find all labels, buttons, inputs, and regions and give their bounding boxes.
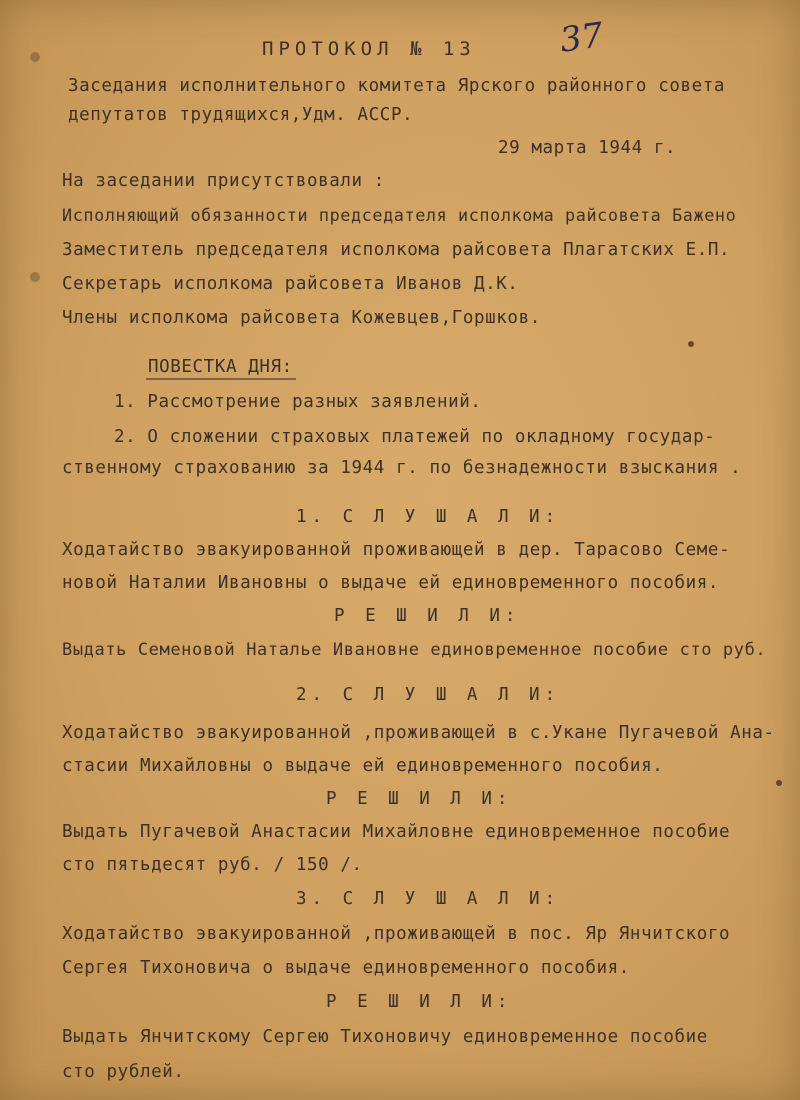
decided-heading: Р Е Ш И Л И:: [326, 789, 513, 809]
decided-heading: Р Е Ш И Л И:: [326, 992, 513, 1012]
attendance-line: Секретарь исполкома райсовета Иванов Д.К.: [62, 274, 519, 294]
decided-heading: Р Е Ш И Л И:: [334, 606, 521, 626]
punch-hole: [30, 52, 40, 62]
agenda-item: ственному страхованию за 1944 г. по безнадежности взыскания .: [62, 458, 742, 478]
handwritten-page-number: 37: [557, 15, 606, 61]
heard-text: Ходатайство эвакуированной ,проживающей в пос. Яр Янчитского: [62, 924, 731, 944]
ink-spot: [688, 341, 694, 347]
heard-text: новой Наталии Ивановны о выдаче ей единовременного пособия.: [62, 573, 720, 593]
document-date: 29 марта 1944 г.: [498, 138, 677, 158]
heard-heading: 1. С Л У Ш А Л И:: [296, 507, 561, 527]
heard-text: Сергея Тихоновича о выдаче единовременного пособия.: [62, 958, 630, 978]
decision-text: сто рублей.: [62, 1062, 185, 1082]
agenda-item: 2. О сложении страховых платежей по окладному государ-: [114, 427, 716, 447]
ink-spot: [776, 780, 782, 786]
agenda-underline: [146, 378, 296, 380]
subtitle-line: депутатов трудящихся,Удм. АССР.: [68, 105, 414, 125]
agenda-heading: ПОВЕСТКА ДНЯ:: [148, 357, 293, 377]
attendance-heading: На заседании присутствовали :: [62, 171, 385, 191]
decision-text: сто пятьдесят руб. / 150 /.: [62, 855, 363, 875]
heard-heading: 3. С Л У Ш А Л И:: [296, 889, 561, 909]
decision-text: Выдать Семеновой Наталье Ивановне единовременное пособие сто руб.: [62, 640, 767, 660]
decision-text: Выдать Пугачевой Анастасии Михайловне единовременное пособие: [62, 822, 731, 842]
subtitle-line: Заседания исполнительного комитета Ярского районного совета: [68, 76, 726, 96]
heard-text: стасии Михайловны о выдаче ей единовременного пособия.: [62, 756, 664, 776]
heard-text: Ходатайство эвакуированной проживающей в дер. Тарасово Семе-: [62, 540, 731, 560]
heard-heading: 2. С Л У Ш А Л И:: [296, 685, 561, 705]
agenda-item: 1. Рассмотрение разных заявлений.: [114, 392, 482, 412]
page-title: ПРОТОКОЛ № 13: [262, 38, 476, 60]
heard-text: Ходатайство эвакуированной ,проживающей в с.Укане Пугачевой Ана-: [62, 723, 775, 743]
attendance-line: Заместитель председателя исполкома райсовета Плагатских Е.П.: [62, 240, 731, 260]
decision-text: Выдать Янчитскому Сергею Тихоновичу единовременное пособие: [62, 1027, 708, 1047]
attendance-line: Исполняющий обязанности председателя исполкома райсовета Бажено: [62, 205, 737, 225]
punch-hole: [30, 272, 40, 282]
attendance-line: Члены исполкома райсовета Кожевцев,Горшков.: [62, 308, 541, 328]
